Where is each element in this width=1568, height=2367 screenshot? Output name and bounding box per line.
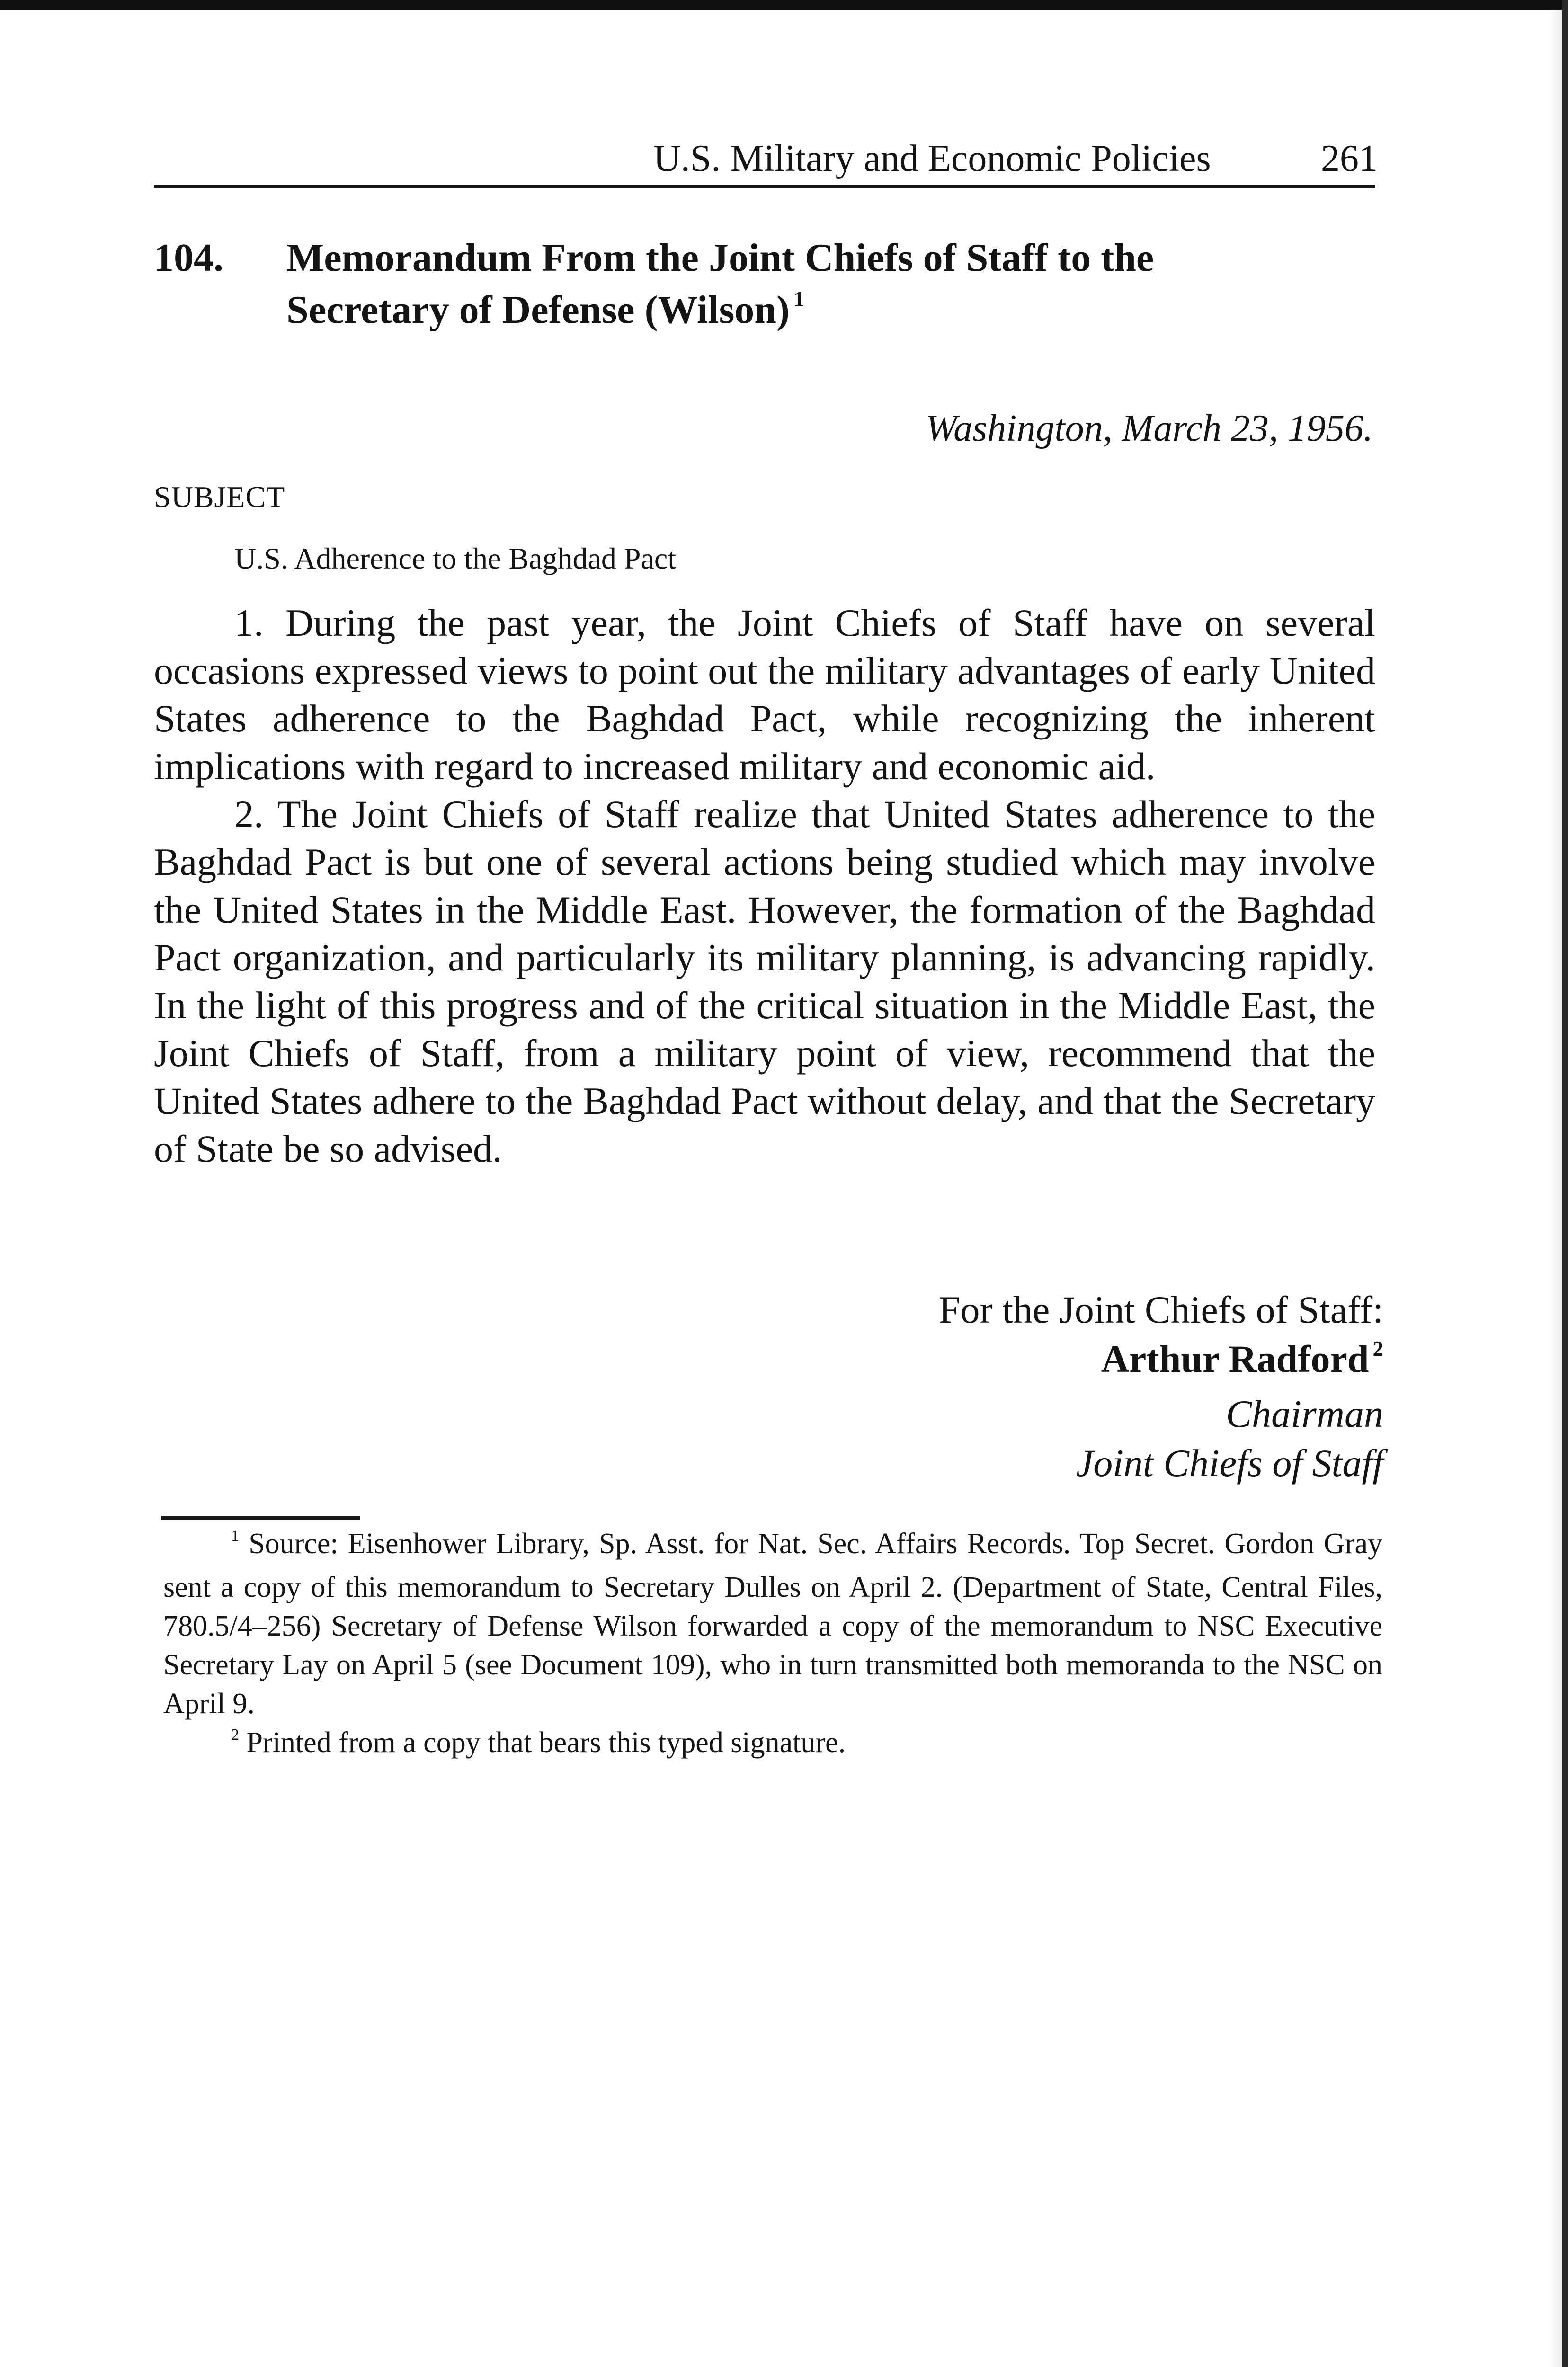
memorandum-body bbox=[154, 599, 1375, 1173]
signer-name-line bbox=[939, 1335, 1383, 1389]
footnote-2-marker: 2 bbox=[231, 1726, 240, 1744]
document-number: 104. bbox=[154, 236, 223, 280]
paragraph-2: 2. The Joint Chiefs of Staff realize that United States adherence to the Baghdad Pact is but one of several actions being studied which may involve the United States in the Middle East. However, the formation of the Baghdad Pact organization, and particularly its military planning, is advancing rapidly. In the light of this progress and of the critical situation in the Middle East, the Joint Chiefs of Staff, from a military point of view, recommend that the United States adhere to the Baghdad Pact without delay, and that the Secretary of State be so advised. bbox=[154, 792, 1375, 1170]
footnote-2-text: Printed from a copy that bears this typed signature. bbox=[246, 1726, 846, 1759]
scan-page-shadow bbox=[1549, 0, 1562, 2367]
signer-name: Arthur Radford bbox=[1101, 1337, 1369, 1380]
subject-label: SUBJECT bbox=[154, 480, 285, 514]
document-title-line-2 bbox=[286, 284, 1375, 342]
page-number: 261 bbox=[1321, 138, 1378, 179]
scan-right-edge bbox=[1562, 0, 1568, 2367]
footnotes bbox=[163, 1524, 1382, 1767]
document-title bbox=[286, 232, 1375, 342]
footnote-ref-1: 1 bbox=[793, 287, 805, 311]
footnote-rule bbox=[161, 1516, 360, 1520]
document-title-line-1: Memorandum From the Joint Chiefs of Staff to the bbox=[286, 236, 1154, 280]
footnote-ref-2: 2 bbox=[1372, 1337, 1383, 1361]
subject-text: U.S. Adherence to the Baghdad Pact bbox=[234, 542, 677, 575]
document-title-line-2-text: Secretary of Defense (Wilson) bbox=[286, 288, 790, 332]
running-head bbox=[653, 133, 1378, 185]
header-rule bbox=[154, 185, 1375, 188]
complimentary-close: For the Joint Chiefs of Staff: bbox=[938, 1288, 1383, 1331]
running-head-title: U.S. Military and Economic Policies bbox=[653, 138, 1211, 179]
signer-organization: Joint Chiefs of Staff bbox=[1076, 1442, 1383, 1485]
dateline: Washington, March 23, 1956. bbox=[925, 408, 1373, 449]
scan-top-edge bbox=[0, 0, 1568, 10]
footnote-2 bbox=[163, 1723, 1382, 1767]
signer-title: Chairman bbox=[1226, 1392, 1383, 1435]
signature-block bbox=[939, 1285, 1383, 1488]
paragraph-1: 1. During the past year, the Joint Chiefs of Staff have on several occasions expressed views to point out the military advantages of early United States adherence to the Baghdad Pact, while recognizing the inherent implications with regard to increased military and economic aid. bbox=[154, 601, 1375, 788]
footnote-1-marker: 1 bbox=[231, 1527, 240, 1545]
footnote-1-text: Source: Eisenhower Library, Sp. Asst. for Nat. Sec. Affairs Records. Top Secret. Gordon Gray sent a copy of this memorandum to Secretary Dulles on April 2. (Department of State, Central Files, 780.5/4–256) Secretary of Defense Wilson forwarded a copy of the memorandum to NSC Executive Secretary Lay on April 5 (see Document 109), who in turn transmitted both memoranda to the NSC on April 9. bbox=[163, 1528, 1382, 1720]
footnote-1 bbox=[163, 1524, 1382, 1723]
